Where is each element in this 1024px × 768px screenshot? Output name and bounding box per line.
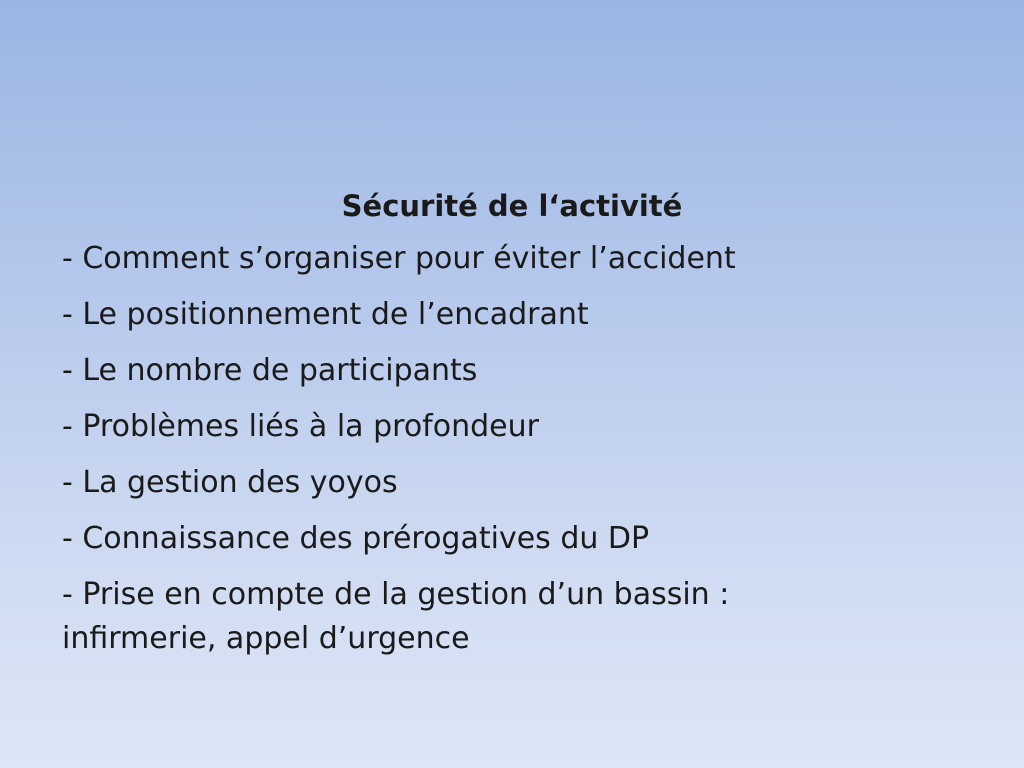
bullet-item-positionnement: - Le positionnement de l’encadrant [62, 297, 589, 332]
bullet-item-yoyos: - La gestion des yoyos [62, 465, 398, 500]
bullet-list [62, 237, 962, 661]
bullet-item-profondeur: - Problèmes liés à la profondeur [62, 409, 539, 444]
bullet-item-nombre-participants: - Le nombre de participants [62, 353, 478, 388]
slide-title: Sécurité de l‘activité [341, 189, 683, 223]
bullet-item-organisation: - Comment s’organiser pour éviter l’accident [62, 241, 736, 276]
bullet-item-prerogatives: - Connaissance des prérogatives du DP [62, 521, 650, 556]
bullet-item-gestion-bassin: - Prise en compte de la gestion d’un bassin : infirmerie, appel d’urgence [62, 577, 730, 656]
slide-content [62, 184, 962, 673]
